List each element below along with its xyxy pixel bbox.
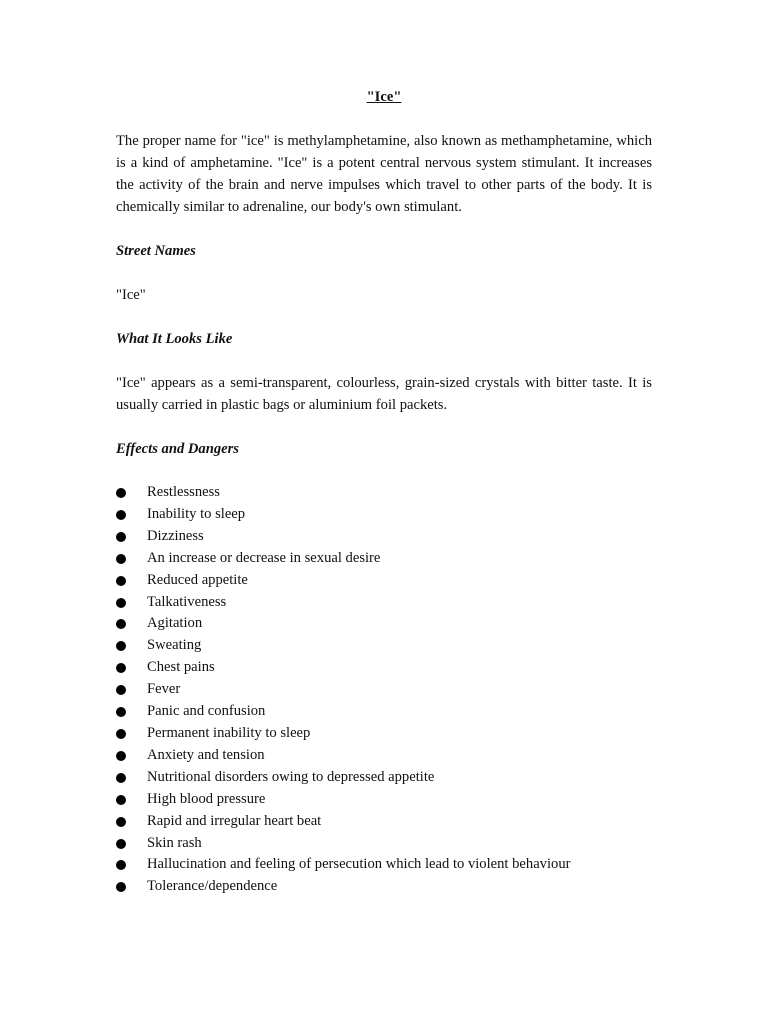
effects-list — [116, 482, 652, 898]
bullet-icon — [116, 817, 126, 827]
list-item-text: Nutritional disorders owing to depressed appetite — [147, 768, 435, 785]
list-item-text: Tolerance/dependence — [147, 878, 278, 895]
bullet-icon — [116, 882, 126, 892]
list-item-text: Sweating — [147, 637, 202, 654]
bullet-icon — [116, 641, 126, 651]
list-item-text: Hallucination and feeling of persecution which lead to violent behaviour — [147, 856, 571, 873]
bullet-icon — [116, 598, 126, 608]
bullet-icon — [116, 488, 126, 498]
effects-heading: Effects and Dangers — [116, 441, 239, 457]
list-item-text: Talkativeness — [147, 593, 227, 610]
bullet-icon — [116, 773, 126, 783]
bullet-icon — [116, 839, 126, 849]
list-item-text: Fever — [147, 681, 181, 698]
list-item-text: Inability to sleep — [147, 505, 246, 522]
list-item — [116, 854, 652, 876]
bullet-icon — [116, 554, 126, 564]
list-item-text: High blood pressure — [147, 790, 266, 807]
list-item — [116, 548, 652, 570]
list-item — [116, 679, 652, 701]
bullet-icon — [116, 532, 126, 542]
list-item-text: Skin rash — [147, 834, 202, 851]
list-item — [116, 811, 652, 833]
list-item — [116, 833, 652, 855]
list-item-text: Permanent inability to sleep — [147, 724, 311, 741]
list-item-text: Dizziness — [147, 527, 204, 544]
document-title: "Ice" — [366, 89, 402, 105]
list-item-text: Chest pains — [147, 659, 215, 676]
street-names-heading: Street Names — [116, 243, 196, 259]
list-item — [116, 876, 652, 898]
list-item — [116, 592, 652, 614]
bullet-icon — [116, 685, 126, 695]
intro-paragraph: The proper name for "ice" is methylamphetamine, also known as methamphetamine, which is a kind of amphetamine. "Ice" is a potent central nervous system stimulant. It increases the activity of the brain and nerve impulses which travel to other parts of the body. It is chemically similar to adrenaline, our body's own stimulant. — [116, 133, 652, 215]
list-item — [116, 723, 652, 745]
list-item — [116, 613, 652, 635]
list-item — [116, 570, 652, 592]
bullet-icon — [116, 619, 126, 629]
list-item — [116, 504, 652, 526]
list-item — [116, 635, 652, 657]
list-item-text: An increase or decrease in sexual desire — [147, 549, 381, 566]
list-item — [116, 767, 652, 789]
list-item — [116, 482, 652, 504]
looks-like-heading: What It Looks Like — [116, 331, 233, 347]
list-item-text: Anxiety and tension — [147, 746, 265, 763]
document-page — [116, 86, 652, 898]
bullet-icon — [116, 576, 126, 586]
list-item-text: Agitation — [147, 615, 203, 632]
list-item-text: Restlessness — [147, 484, 220, 500]
bullet-icon — [116, 729, 126, 739]
looks-like-text: "Ice" appears as a semi-transparent, colourless, grain-sized crystals with bitter taste. It is usually carried in plastic bags or aluminium foil packets. — [116, 375, 652, 413]
bullet-icon — [116, 663, 126, 673]
list-item — [116, 789, 652, 811]
street-names-text: "Ice" — [116, 287, 146, 303]
list-item-text: Panic and confusion — [147, 703, 266, 720]
bullet-icon — [116, 795, 126, 805]
list-item-text: Rapid and irregular heart beat — [147, 812, 322, 829]
bullet-icon — [116, 860, 126, 870]
list-item — [116, 701, 652, 723]
bullet-icon — [116, 751, 126, 761]
bullet-icon — [116, 510, 126, 520]
bullet-icon — [116, 707, 126, 717]
list-item-text: Reduced appetite — [147, 571, 248, 588]
list-item — [116, 745, 652, 767]
list-item — [116, 526, 652, 548]
list-item — [116, 657, 652, 679]
